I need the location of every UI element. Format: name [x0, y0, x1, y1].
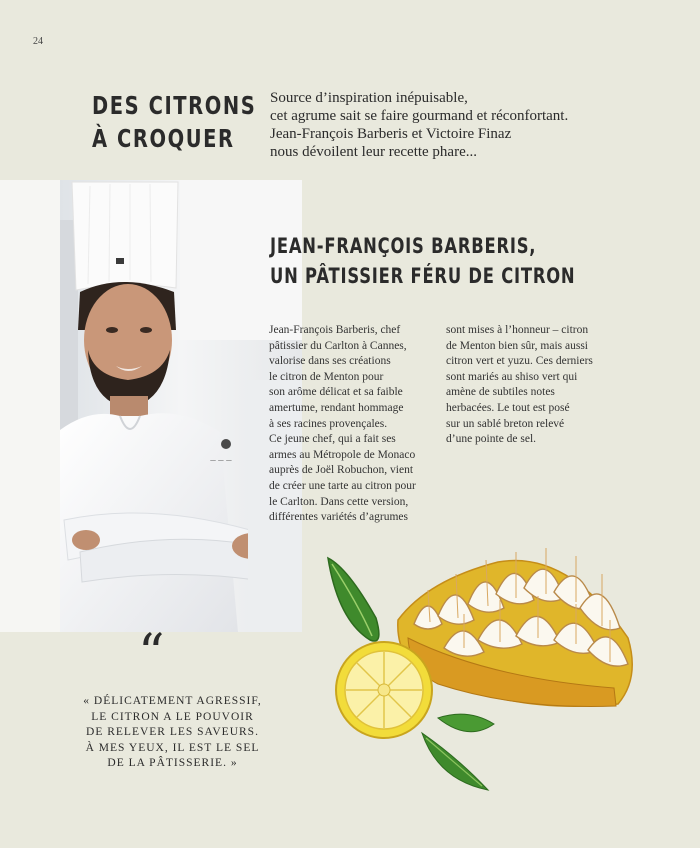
body-line: de Menton bien sûr, mais aussi [446, 339, 588, 352]
pull-quote [60, 694, 285, 772]
intro-line: nous dévoilent leur recette phare... [270, 144, 477, 160]
body-line: sur un sablé breton relevé [446, 417, 565, 430]
body-line: différentes variétés d’agrumes [269, 511, 409, 524]
body-line: valorise dans ses créations [269, 355, 391, 368]
lemon-meringue-tart-drawing [318, 528, 648, 800]
quote-mark-icon: “ [138, 624, 165, 684]
chef-portrait-illustration [60, 180, 302, 632]
body-line: pâtissier du Carlton à Cannes, [269, 339, 407, 352]
body-line: auprès de Joël Robuchon, vient [269, 464, 414, 477]
body-line: de créer une tarte au citron pour [269, 479, 416, 492]
pull-quote-line: DE LA PÂTISSERIE. » [107, 757, 238, 770]
article-headline [92, 89, 256, 155]
svg-text:— — —: — — — [210, 457, 232, 464]
body-line: à ses racines provençales. [269, 417, 388, 430]
chef-heading [270, 231, 575, 291]
body-line: armes au Métropole de Monaco [269, 448, 416, 461]
pull-quote-line: DE RELEVER LES SAVEURS. [86, 726, 259, 739]
chef-photo [60, 180, 302, 632]
body-line: son arôme délicat et sa faible [269, 386, 403, 399]
body-column-2 [446, 323, 593, 448]
body-line: d’une pointe de sel. [446, 433, 537, 446]
body-line: le citron de Menton pour [269, 370, 384, 383]
pull-quote-line: À MES YEUX, IL EST LE SEL [85, 741, 260, 754]
lemon-tart-illustration [318, 528, 648, 805]
body-line: Jean-François Barberis, chef [269, 324, 401, 336]
photo-backdrop [0, 180, 60, 632]
body-column-1 [269, 323, 416, 526]
intro-line: cet agrume sait se faire gourmand et réconfortant. [270, 108, 569, 124]
body-line: le Carlton. Dans cette version, [269, 495, 409, 508]
body-line: herbacées. Le tout est posé [446, 401, 570, 414]
body-line: sont mariés au shiso vert qui [446, 370, 578, 383]
body-line: citron vert et yuzu. Ces derniers [446, 355, 593, 368]
page-number: 24 [33, 36, 43, 47]
body-line: sont mises à l’honneur – citron [446, 324, 589, 336]
intro-paragraph [270, 89, 630, 161]
intro-line: Jean-François Barberis et Victoire Finaz [270, 126, 512, 142]
body-line: amène de subtiles notes [446, 386, 555, 399]
pull-quote-line: « DÉLICATEMENT AGRESSIF, [83, 695, 262, 707]
chef-heading-line: JEAN-FRANÇOIS BARBERIS, [270, 234, 537, 258]
intro-line: Source d’inspiration inépuisable, [270, 90, 468, 106]
headline-line: DES CITRONS [92, 91, 257, 120]
chef-heading-line: UN PÂTISSIER FÉRU DE CITRON [270, 264, 576, 288]
body-line: amertume, rendant hommage [269, 401, 404, 414]
body-line: Ce jeune chef, qui a fait ses [269, 433, 396, 446]
headline-line: À CROQUER [92, 124, 235, 153]
pull-quote-line: LE CITRON A LE POUVOIR [91, 710, 254, 723]
